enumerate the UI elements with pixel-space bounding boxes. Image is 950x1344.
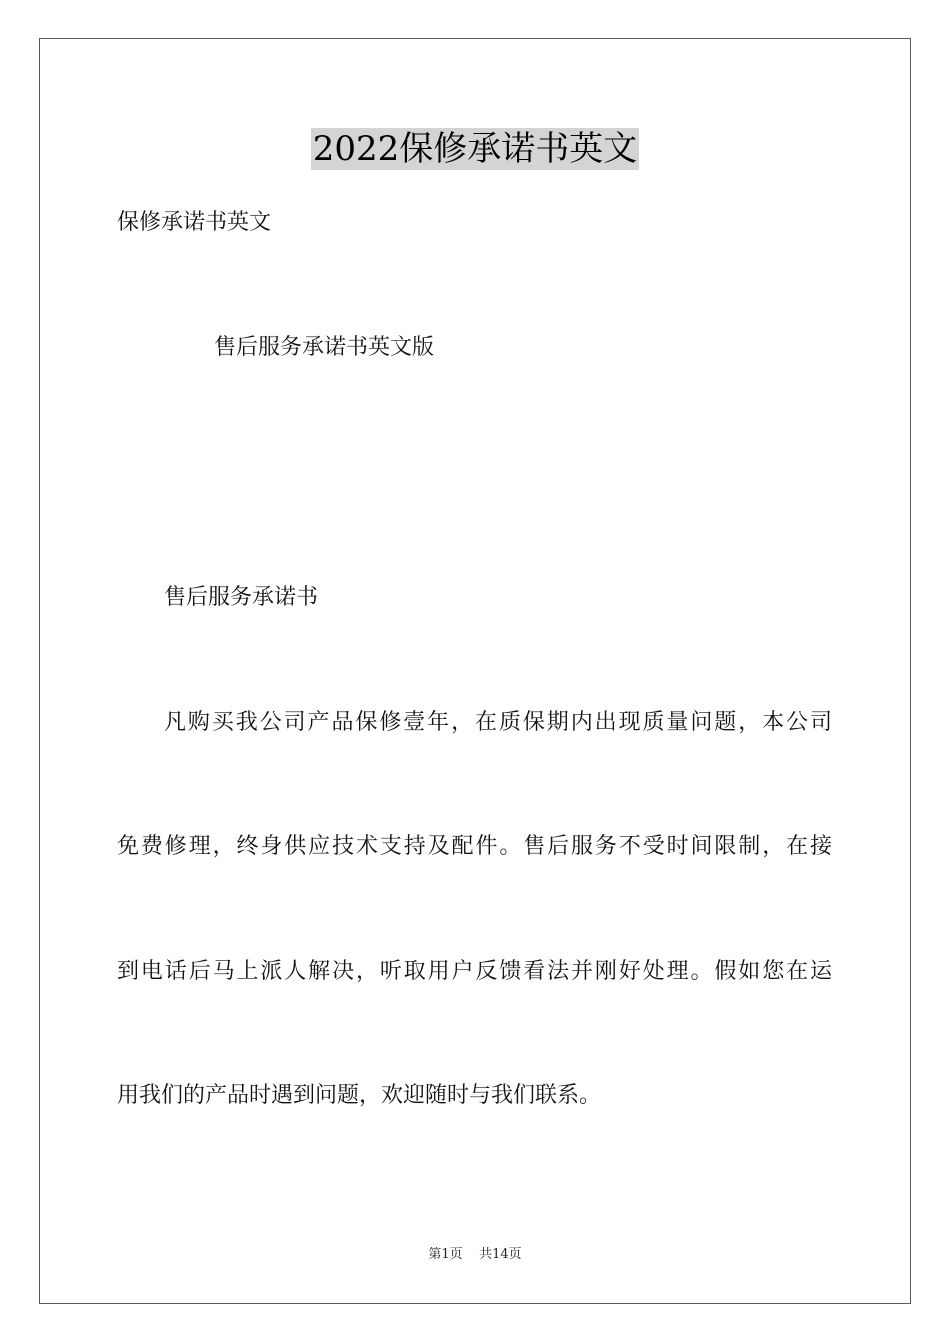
paragraph-line-1: 凡购买我公司产品保修壹年，在质保期内出现质量问题，本公司 [164, 710, 832, 735]
page-total: 共14页 [479, 1247, 522, 1262]
page-number: 第1页 [428, 1247, 463, 1262]
title-container [0, 128, 950, 170]
page-footer [0, 1246, 950, 1264]
paragraph-line-2: 免费修理，终身供应技术支持及配件。售后服务不受时间限制，在接 [117, 834, 832, 859]
document-title: 2022保修承诺书英文 [312, 129, 638, 169]
paragraph-line-4: 用我们的产品时遇到问题，欢迎随时与我们联系。 [117, 1083, 602, 1108]
paragraph-line-3: 到电话后马上派人解决，听取用户反馈看法并刚好处理。假如您在运 [117, 959, 832, 984]
letter-heading: 售后服务承诺书 [164, 585, 319, 610]
section-heading: 售后服务承诺书英文版 [214, 335, 435, 360]
document-subtitle: 保修承诺书英文 [117, 210, 272, 235]
